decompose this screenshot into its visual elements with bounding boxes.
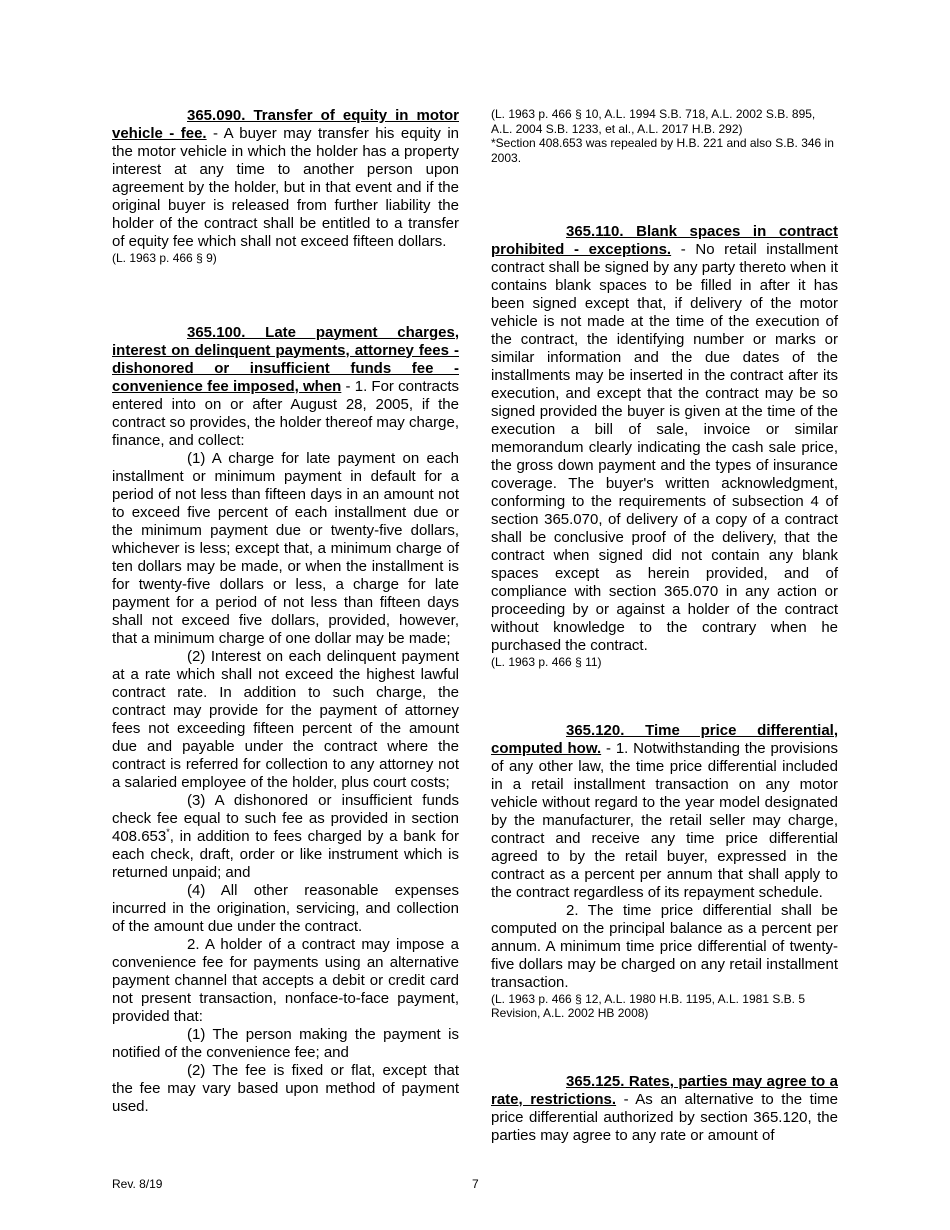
source-citation: (L. 1963 p. 466 § 11)	[491, 655, 602, 669]
section-heading: 365.090. Transfer of equity in motor vehicle - fee.	[112, 107, 459, 142]
section-365-110	[491, 223, 838, 655]
section-spacer	[112, 266, 459, 324]
section-heading: 365.125. Rates, parties may agree to a rate, restrictions.	[491, 1072, 838, 1108]
subdivision-1-item-4: (4) All other reasonable expenses incurred in the origination, servicing, and collection of the amount due under the contract.	[112, 881, 459, 935]
section-heading: 365.100. Late payment charges, interest on delinquent payments, attorney fees - dishonored or insufficient funds fee - convenience fee imposed, when	[112, 323, 459, 395]
section-body: - 1. For contracts entered into on or after August 28, 2005, if the contract so provides, the holder thereof may charge, finance, and collect:	[112, 377, 459, 449]
subdivision-1-item-3	[112, 792, 459, 882]
section-spacer	[491, 670, 838, 722]
subsection-2-item-2: (2) The fee is fixed or flat, except that the fee may vary based upon method of payment used.	[112, 1061, 459, 1115]
subsection-2: 2. A holder of a contract may impose a convenience fee for payments using an alternative payment channel that accepts a debit or credit card not present transaction, nonface-to-face payment, provided that:	[112, 935, 459, 1025]
section-spacer	[491, 1021, 838, 1073]
section-365-125	[491, 1073, 838, 1145]
subdivision-1-item-2: (2) Interest on each delinquent payment at a rate which shall not exceed the highest lawful contract rate. In addition to such charge, the contract may provide for the payment of attorney fees not exceeding fifteen percent of the amount due and payable under the contract where the contract is referred for collection to any attorney not a salaried employee of the holder, plus court costs;	[112, 647, 459, 791]
right-column	[491, 107, 838, 1145]
left-column	[112, 107, 459, 1116]
subsection-2-item-1: (1) The person making the payment is notified of the convenience fee; and	[112, 1025, 459, 1061]
section-heading: 365.120. Time price differential, computed how.	[491, 721, 838, 757]
section-body: - As an alternative to the time price differential authorized by section 365.120, the parties may agree to any rate or amount of	[491, 1090, 839, 1144]
source-citation: (L. 1963 p. 466 § 12, A.L. 1980 H.B. 1195, A.L. 1981 S.B. 5 Revision, A.L. 2002 HB 2008)	[491, 991, 806, 1020]
source-citation: (L. 1963 p. 466 § 10, A.L. 1994 S.B. 718, A.L. 2002 S.B. 895, A.L. 2004 S.B. 1233, et al., A.L. 2017 H.B. 292)	[491, 107, 816, 136]
section-body: - 1. Notwithstanding the provisions of any other law, the time price differential included in a retail installment transaction on any motor vehicle without regard to the year model designated by the manufacturer, the retail seller may charge, contract and receive any time price differential agreed to by the retail buyer, expressed in the contract as a percent per annum that shall apply to the contract regardless of its repayment schedule.	[491, 739, 838, 901]
section-365-090	[112, 107, 459, 251]
section-body: - A buyer may transfer his equity in the motor vehicle in which the holder has a property interest at any time to another person upon agreement by the holder, but in that event and if the original buyer is released from further liability the holder of the contract shall be entitled to a transfer of equity fee which shall not exceed fifteen dollars.	[112, 125, 460, 250]
section-spacer	[491, 165, 838, 223]
section-body: - No retail installment contract shall be signed by any party thereto when it contains blank spaces to be filled in after it has been signed except that, if delivery of the motor vehicle is not made at the time of the execution of the contract, the identifying number or marks or similar information and the due dates of the installments may be inserted in the contract after its execution, and except that the contract may be so signed provided the buyer is given at the time of the execution a bill of sale, invoice or similar memorandum clearly indicating the cash sale price, the gross down payment and the types of insurance coverage. The buyer's written acknowledgment, conforming to the requirements of subsection 4 of section 365.070, of delivery of a copy of a contract shall be conclusive proof of the delivery, that the contract when signed did not contain any blank spaces except as herein provided, and of compliance with section 365.070 in any action or proceeding by or against a holder of the contract without knowledge to the contrary when he purchased the contract.	[491, 241, 838, 654]
section-365-100	[112, 324, 459, 450]
footnote: *Section 408.653 was repealed by H.B. 221 and also S.B. 346 in 2003.	[491, 136, 834, 165]
item-text: (3) A dishonored or insufficient funds check fee equal to such fee as provided in section 408.653	[112, 791, 459, 845]
revision-date: Rev. 8/19	[112, 1177, 163, 1191]
subdivision-1-item-1: (1) A charge for late payment on each installment or minimum payment in default for a period of not less than fifteen days in an amount not to exceed five percent of each installment due or the minimum payment due or twenty-five dollars, whichever is less; except that, a minimum charge of ten dollars may be made, or when the installment is for twenty-five dollars or less, a charge for late payment for a period of not less than fifteen days shall not exceed five dollars, provided, however, that a minimum charge of one dollar may be made;	[112, 449, 459, 647]
subsection-2: 2. The time price differential shall be computed on the principal balance as a percent per annum. A minimum time price differential of twenty-five dollars may be charged on any retail installment transaction.	[491, 901, 838, 991]
footnote-marker: *	[166, 826, 170, 837]
item-text: , in addition to fees charged by a bank for each check, draft, order or like instrument which is returned unpaid; and	[112, 827, 459, 881]
section-365-120	[491, 722, 838, 902]
page-number: 7	[472, 1177, 479, 1191]
section-heading: 365.110. Blank spaces in contract prohibited - exceptions.	[491, 223, 838, 258]
source-citation: (L. 1963 p. 466 § 9)	[112, 251, 217, 265]
